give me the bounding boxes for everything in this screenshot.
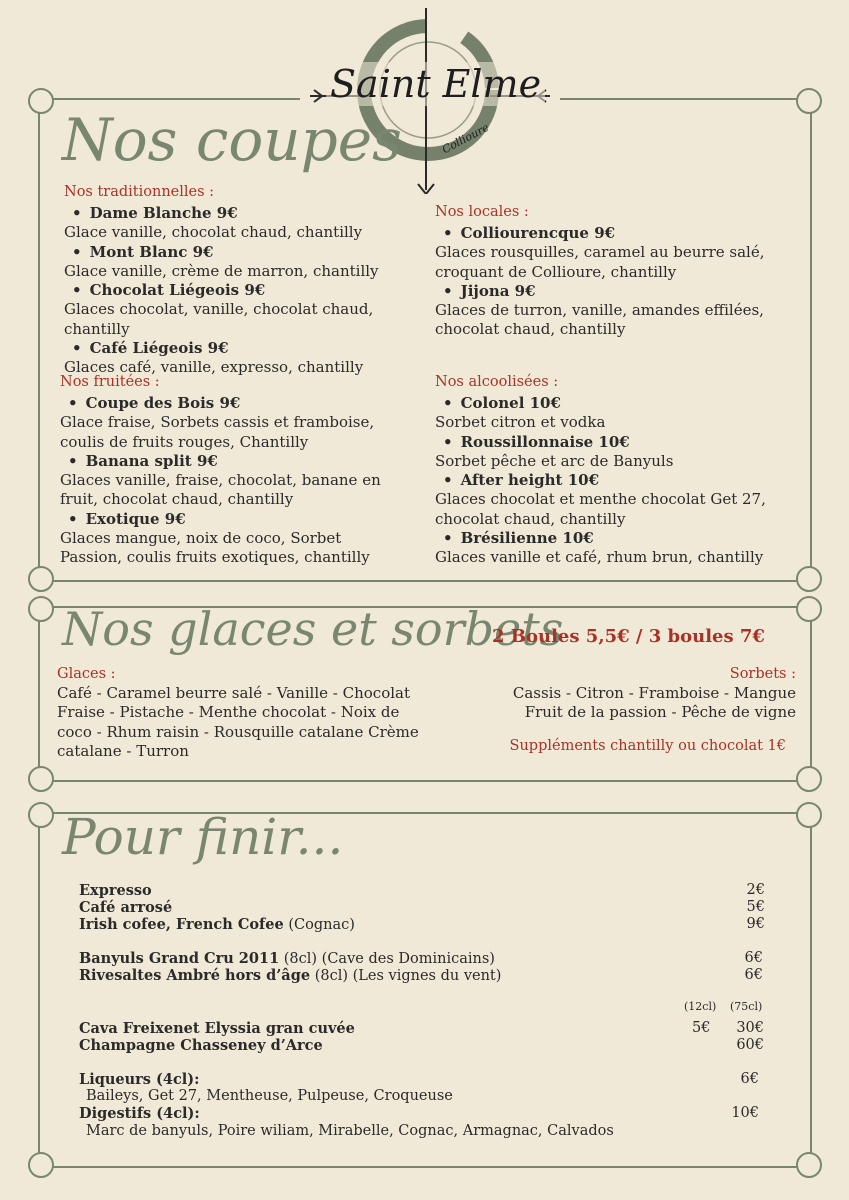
logo-name: Saint Elme	[326, 62, 545, 106]
coupe-desc: Glaces de turron, vanille, amandes effilées, chocolat chaud, chantilly	[435, 301, 764, 339]
coupe-desc: Glaces chocolat, vanille, chocolat chaud, chantilly	[64, 300, 374, 338]
coupe-desc: Sorbet citron et vodka	[435, 413, 606, 432]
menu-row: Café arrosé	[79, 899, 173, 916]
frame-corner	[28, 596, 54, 622]
row-price: 30€	[736, 1020, 764, 1036]
coupe-desc: Glaces mangue, noix de coco, Sorbet Passion, coulis fruits exotiques, chantilly	[60, 529, 370, 567]
frame-corner	[796, 766, 822, 792]
menu-row: Banyuls Grand Cru 2011 (8cl) (Cave des Dominicains)	[79, 950, 495, 967]
finir-title: Pour finir...	[62, 808, 344, 866]
sorbets-heading: Sorbets :	[729, 666, 796, 682]
row-price: 6€	[744, 967, 763, 983]
glaces-title: Nos glaces et sorbets	[62, 602, 564, 656]
locales-heading: Nos locales :	[435, 204, 529, 220]
frame-corner	[796, 88, 822, 114]
glaces-flavours: Café - Caramel beurre salé - Vanille - Chocolat Fraise - Pistache - Menthe chocolat - Noix de coco - Rhum raisin - Rousquille catalane Crème catalane - Turron	[57, 684, 419, 760]
coupe-item: • Colliourencque 9€	[435, 224, 785, 243]
frame-corner	[28, 88, 54, 114]
row-price: 2€	[746, 882, 765, 898]
coupes-title: Nos coupes	[62, 106, 402, 174]
row-price: 6€	[740, 1071, 759, 1087]
coupe-item: • Mont Blanc 9€	[64, 243, 414, 262]
coupe-desc: Glaces vanille et café, rhum brun, chantilly	[435, 548, 764, 567]
traditionnelles-list	[64, 204, 414, 378]
coupe-item: • Coupe des Bois 9€	[60, 394, 405, 413]
menu-row: Rivesaltes Ambré hors d’âge (8cl) (Les vignes du vent)	[79, 967, 502, 984]
row-price: 9€	[746, 916, 765, 932]
frame-corner	[796, 802, 822, 828]
coupe-desc: Glace vanille, crème de marron, chantilly	[64, 261, 379, 280]
locales-list	[435, 224, 785, 340]
alcoolisees-list	[435, 394, 790, 568]
menu-row: Irish cofee, French Cofee (Cognac)	[79, 916, 355, 933]
coupe-item: • Chocolat Liégeois 9€	[64, 281, 414, 300]
fruitees-heading: Nos fruitées :	[60, 374, 160, 390]
row-price: 10€	[731, 1105, 759, 1121]
coupe-desc: Sorbet pêche et arc de Banyuls	[435, 451, 674, 470]
coupe-desc: Glaces chocolat et menthe chocolat Get 27, chocolat chaud, chantilly	[435, 490, 766, 528]
coupe-item: • Colonel 10€	[435, 394, 790, 413]
coupe-desc: Glaces café, vanille, expresso, chantilly	[64, 358, 364, 377]
glaces-heading: Glaces :	[57, 666, 116, 682]
coupe-item: • Exotique 9€	[60, 510, 405, 529]
digestifs-list: Marc de banyuls, Poire wiliam, Mirabelle, Cognac, Armagnac, Calvados	[86, 1123, 614, 1139]
row-price: 6€	[744, 950, 763, 966]
coupe-item: • Brésilienne 10€	[435, 529, 790, 548]
logo-place: Collioure	[439, 120, 492, 157]
sorbets-line-1: Cassis - Citron - Framboise - Mangue	[512, 684, 796, 702]
alcoolisees-heading: Nos alcoolisées :	[435, 374, 559, 390]
sorbets-line-2: Fruit de la passion - Pêche de vigne	[524, 703, 796, 721]
coupe-item: • Roussillonnaise 10€	[435, 433, 790, 452]
frame-corner	[796, 1152, 822, 1178]
frame-corner	[28, 1152, 54, 1178]
coupe-item: • Banana split 9€	[60, 452, 405, 471]
glaces-price: 2 Boules 5,5€ / 3 boules 7€	[492, 626, 765, 647]
menu-row: Champagne Chasseney d’Arce	[79, 1037, 323, 1054]
coupe-desc: Glace fraise, Sorbets cassis et framboise, coulis de fruits rouges, Chantilly	[60, 413, 375, 451]
menu-row: Cava Freixenet Elyssia gran cuvée	[79, 1020, 355, 1037]
menu-row: Digestifs (4cl):	[79, 1105, 200, 1122]
menu-row: Expresso	[79, 882, 152, 899]
row-price: 60€	[736, 1037, 764, 1053]
frame-corner	[28, 566, 54, 592]
coupe-desc: Glaces vanille, fraise, chocolat, banane en fruit, chocolat chaud, chantilly	[60, 471, 381, 509]
coupe-item: • Café Liégeois 9€	[64, 339, 414, 358]
col-75cl-header: (75cl)	[730, 1000, 763, 1013]
frame-corner	[796, 596, 822, 622]
frame-corner	[28, 766, 54, 792]
fruitees-list	[60, 394, 405, 568]
supplements-note: Suppléments chantilly ou chocolat 1€	[509, 738, 786, 754]
traditionnelles-heading: Nos traditionnelles :	[64, 184, 215, 200]
coupe-desc: Glace vanille, chocolat chaud, chantilly	[64, 223, 363, 242]
liqueurs-list: Baileys, Get 27, Mentheuse, Pulpeuse, Croqueuse	[86, 1088, 453, 1104]
coupe-item: • Dame Blanche 9€	[64, 204, 414, 223]
coupe-item: • After height 10€	[435, 471, 790, 490]
coupe-desc: Glaces rousquilles, caramel au beurre salé, croquant de Collioure, chantilly	[435, 243, 765, 281]
coupe-item: • Jijona 9€	[435, 282, 785, 301]
frame-corner	[28, 802, 54, 828]
menu-row: Liqueurs (4cl):	[79, 1071, 200, 1088]
row-price-12cl: 5€	[692, 1020, 711, 1036]
frame-corner	[796, 566, 822, 592]
row-price: 5€	[746, 899, 765, 915]
col-12cl-header: (12cl)	[684, 1000, 717, 1013]
